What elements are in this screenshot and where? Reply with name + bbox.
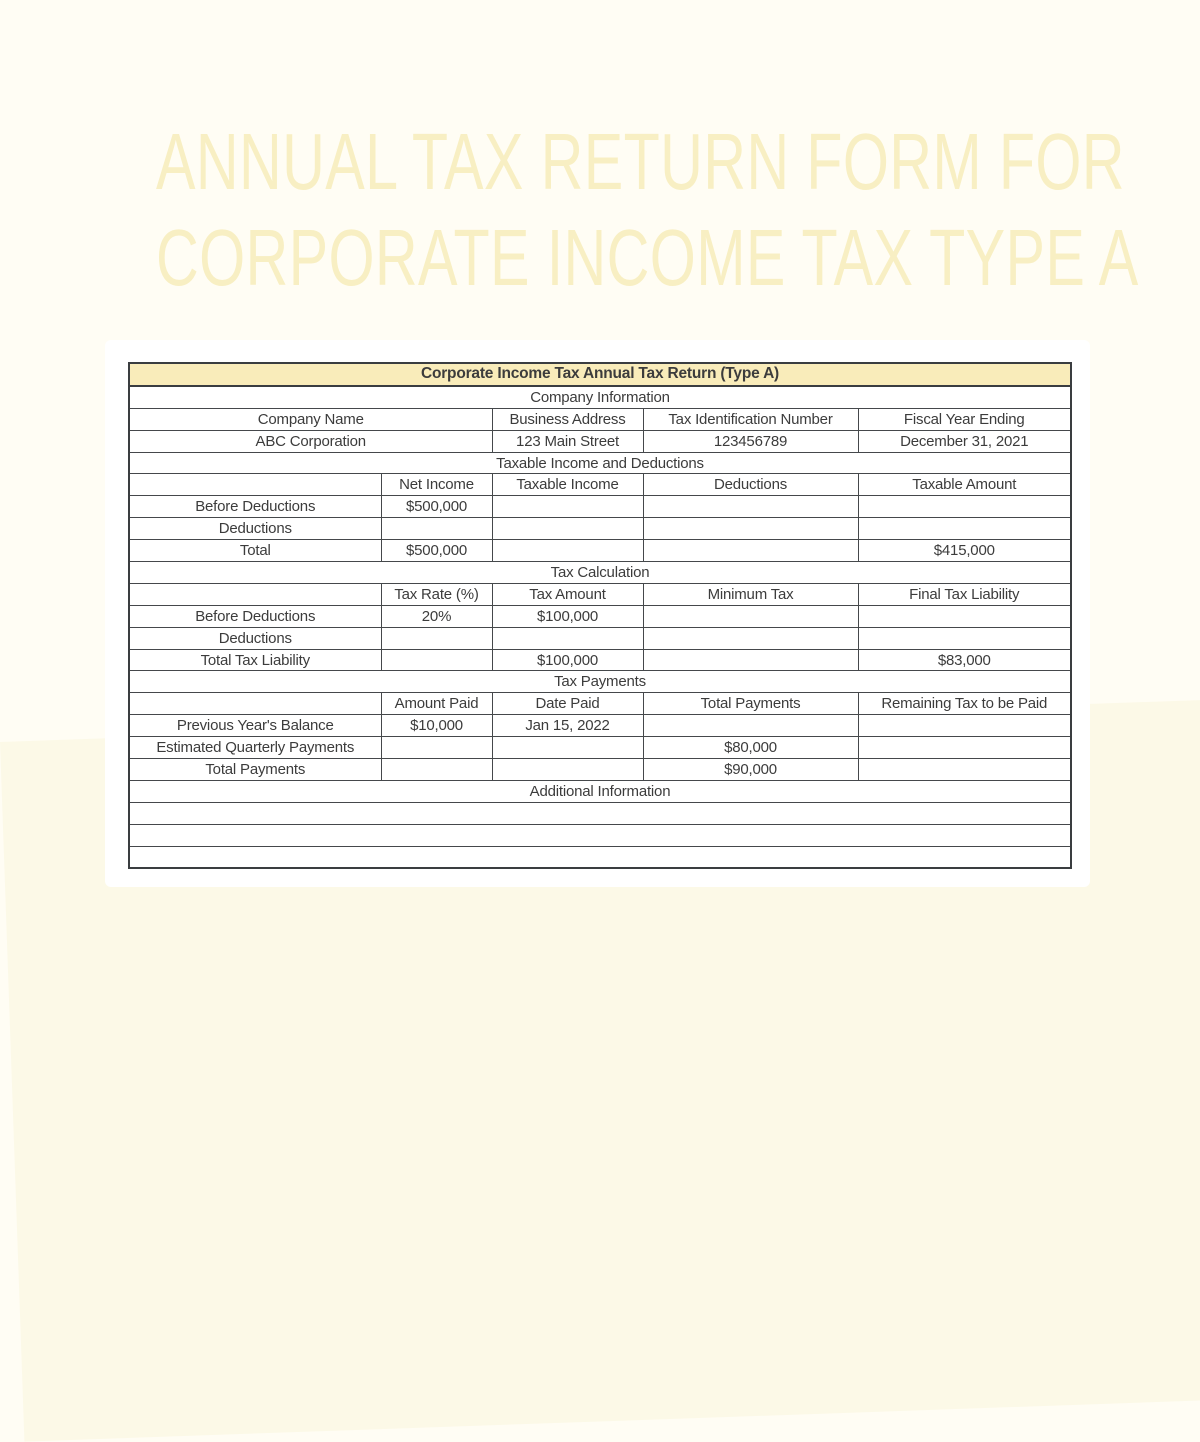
- section-row: [129, 671, 1071, 693]
- value-cell: [492, 518, 643, 540]
- value-cell: [643, 496, 858, 518]
- value-cell: [858, 605, 1071, 627]
- data-row: [129, 430, 1071, 452]
- column-header-cell: Net Income: [381, 474, 492, 496]
- value-cell: 123456789: [643, 430, 858, 452]
- empty-row: [129, 802, 1071, 824]
- column-header-cell: Tax Rate (%): [381, 583, 492, 605]
- column-header-cell: Fiscal Year Ending: [858, 408, 1071, 430]
- value-cell: [858, 737, 1071, 759]
- section-row: [129, 562, 1071, 584]
- column-header-cell: Taxable Amount: [858, 474, 1071, 496]
- row-label-cell: Before Deductions: [129, 605, 381, 627]
- value-cell: [643, 540, 858, 562]
- row-label-cell: Estimated Quarterly Payments: [129, 737, 381, 759]
- value-cell: [381, 759, 492, 781]
- value-cell: [492, 540, 643, 562]
- value-cell: [381, 627, 492, 649]
- column-header-cell: Business Address: [492, 408, 643, 430]
- form-card: [105, 340, 1090, 887]
- value-cell: $10,000: [381, 715, 492, 737]
- empty-cell: [129, 802, 1071, 824]
- column-header-cell: Total Payments: [643, 693, 858, 715]
- empty-row: [129, 846, 1071, 868]
- empty-row: [129, 824, 1071, 846]
- value-cell: [492, 759, 643, 781]
- value-cell: [381, 649, 492, 671]
- row-label-cell: Deductions: [129, 518, 381, 540]
- value-cell: [858, 518, 1071, 540]
- column-header-cell: Minimum Tax: [643, 583, 858, 605]
- value-cell: [643, 649, 858, 671]
- column-header-row: [129, 583, 1071, 605]
- value-cell: 20%: [381, 605, 492, 627]
- data-row: [129, 605, 1071, 627]
- column-header-cell: Deductions: [643, 474, 858, 496]
- value-cell: [858, 715, 1071, 737]
- row-label-cell: Total: [129, 540, 381, 562]
- value-cell: [643, 518, 858, 540]
- tax-form-table: [128, 362, 1072, 869]
- value-cell: [643, 627, 858, 649]
- row-label-cell: Before Deductions: [129, 496, 381, 518]
- row-label-cell: Total Tax Liability: [129, 649, 381, 671]
- empty-cell: [129, 824, 1071, 846]
- data-row: [129, 737, 1071, 759]
- value-cell: $500,000: [381, 540, 492, 562]
- value-cell: [381, 737, 492, 759]
- value-cell: December 31, 2021: [858, 430, 1071, 452]
- data-row: [129, 759, 1071, 781]
- column-header-cell: [129, 583, 381, 605]
- column-header-cell: Final Tax Liability: [858, 583, 1071, 605]
- tax-form-table-body: [129, 363, 1071, 868]
- page-title-line-2: CORPORATE INCOME TAX TYPE A: [156, 213, 1139, 302]
- page-title-line-1: ANNUAL TAX RETURN FORM FOR: [156, 117, 1125, 206]
- page-title: [0, 114, 1200, 306]
- data-row: [129, 649, 1071, 671]
- column-header-cell: Company Name: [129, 408, 492, 430]
- value-cell: [492, 627, 643, 649]
- value-cell: $415,000: [858, 540, 1071, 562]
- column-header-row: [129, 408, 1071, 430]
- column-header-cell: Tax Identification Number: [643, 408, 858, 430]
- section-title-cell: Tax Calculation: [129, 562, 1071, 584]
- value-cell: Jan 15, 2022: [492, 715, 643, 737]
- value-cell: [492, 737, 643, 759]
- data-row: [129, 715, 1071, 737]
- data-row: [129, 518, 1071, 540]
- value-cell: $90,000: [643, 759, 858, 781]
- value-cell: [643, 715, 858, 737]
- row-label-cell: Deductions: [129, 627, 381, 649]
- column-header-row: [129, 474, 1071, 496]
- column-header-cell: Tax Amount: [492, 583, 643, 605]
- row-label-cell: ABC Corporation: [129, 430, 492, 452]
- value-cell: $100,000: [492, 649, 643, 671]
- section-row: [129, 452, 1071, 474]
- section-title-cell: Tax Payments: [129, 671, 1071, 693]
- column-header-row: [129, 693, 1071, 715]
- column-header-cell: Remaining Tax to be Paid: [858, 693, 1071, 715]
- value-cell: $80,000: [643, 737, 858, 759]
- column-header-cell: Taxable Income: [492, 474, 643, 496]
- value-cell: [381, 518, 492, 540]
- value-cell: 123 Main Street: [492, 430, 643, 452]
- value-cell: [858, 496, 1071, 518]
- column-header-cell: [129, 474, 381, 496]
- value-cell: $83,000: [858, 649, 1071, 671]
- form-title-cell: Corporate Income Tax Annual Tax Return (Type A): [129, 363, 1071, 386]
- column-header-cell: [129, 693, 381, 715]
- value-cell: $100,000: [492, 605, 643, 627]
- data-row: [129, 540, 1071, 562]
- column-header-cell: Amount Paid: [381, 693, 492, 715]
- section-row: [129, 780, 1071, 802]
- section-row: [129, 386, 1071, 408]
- value-cell: [858, 627, 1071, 649]
- row-label-cell: Total Payments: [129, 759, 381, 781]
- column-header-cell: Date Paid: [492, 693, 643, 715]
- data-row: [129, 627, 1071, 649]
- section-title-cell: Taxable Income and Deductions: [129, 452, 1071, 474]
- value-cell: $500,000: [381, 496, 492, 518]
- section-title-cell: Company Information: [129, 386, 1071, 408]
- value-cell: [492, 496, 643, 518]
- empty-cell: [129, 846, 1071, 868]
- section-title-cell: Additional Information: [129, 780, 1071, 802]
- value-cell: [643, 605, 858, 627]
- data-row: [129, 496, 1071, 518]
- row-label-cell: Previous Year's Balance: [129, 715, 381, 737]
- value-cell: [858, 759, 1071, 781]
- form-title-row: [129, 363, 1071, 386]
